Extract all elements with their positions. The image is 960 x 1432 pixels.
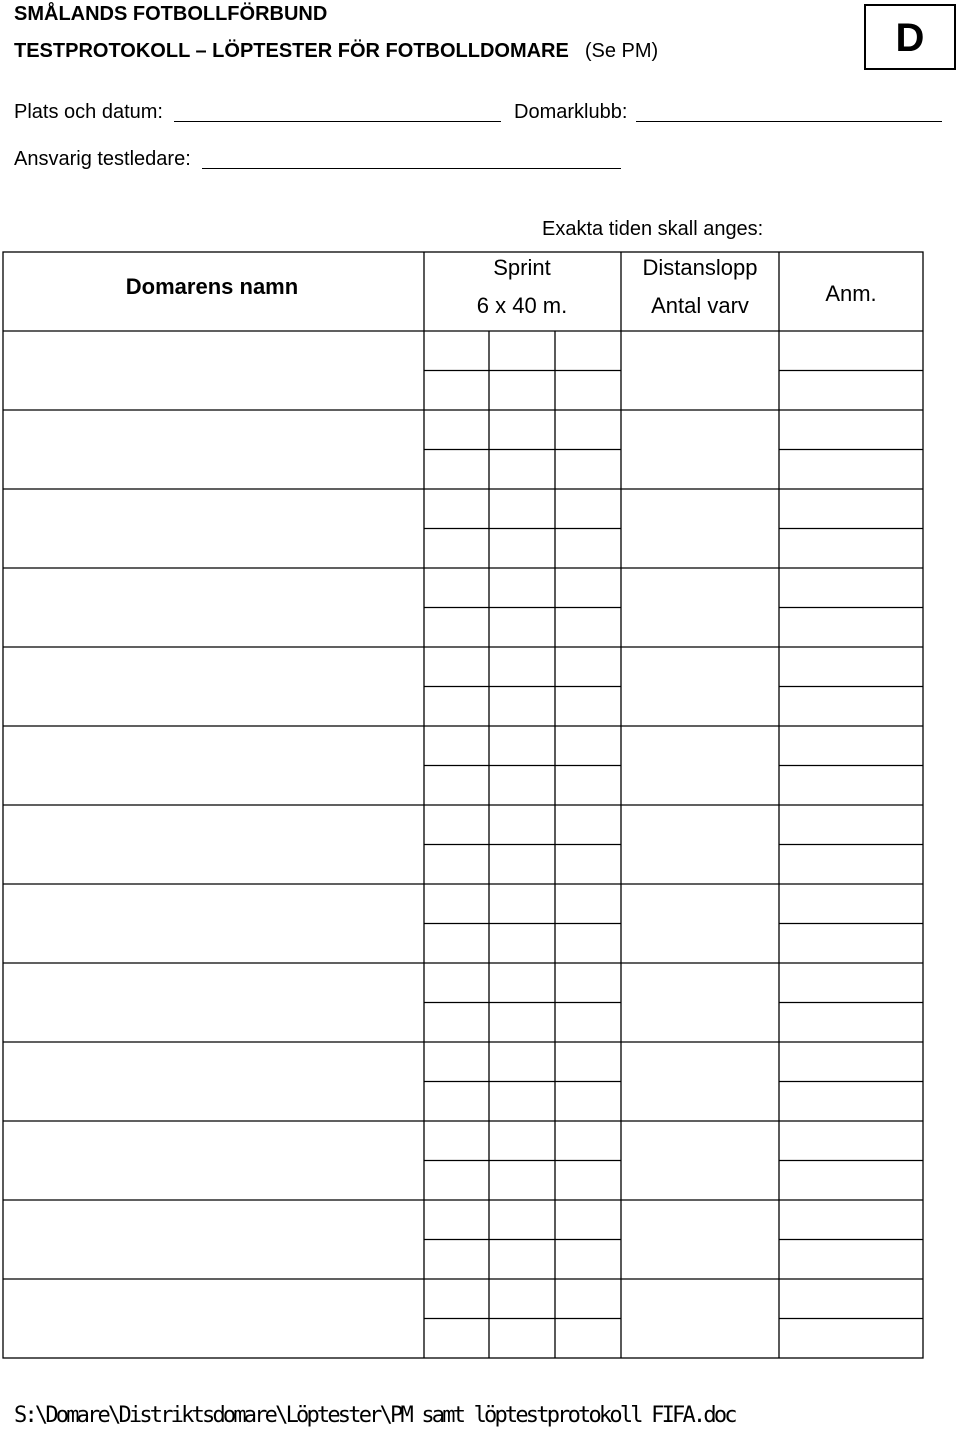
form-badge: D [864,4,956,70]
col-header-distans: Distanslopp [642,255,758,280]
org-name: SMÅLANDS FOTBOLLFÖRBUND [14,3,328,25]
table-grid [3,252,923,1358]
col-header-distans-sub: Antal varv [651,293,749,318]
col-header-sprint-sub: 6 x 40 m. [476,293,568,318]
col-header-name: Domarens namn [125,274,299,299]
plats-datum-label: Plats och datum: [14,101,163,123]
form-title-main: TESTPROTOKOLL – LÖPTESTER FÖR FOTBOLLDOMARE [14,40,569,62]
file-path-footer: S:\Domare\Distriktsdomare\Löptester\PM samt löptestprotokoll FIFA.doc [14,1403,735,1428]
col-header-sprint: Sprint [493,255,551,280]
ansvarig-testledare-label: Ansvarig testledare: [14,148,191,170]
col-header-anm: Anm. [825,281,877,306]
form-subtitle: (Se PM) [584,40,659,62]
exact-time-note: Exakta tiden skall anges: [542,218,764,240]
domarklubb-label: Domarklubb: [514,101,628,123]
